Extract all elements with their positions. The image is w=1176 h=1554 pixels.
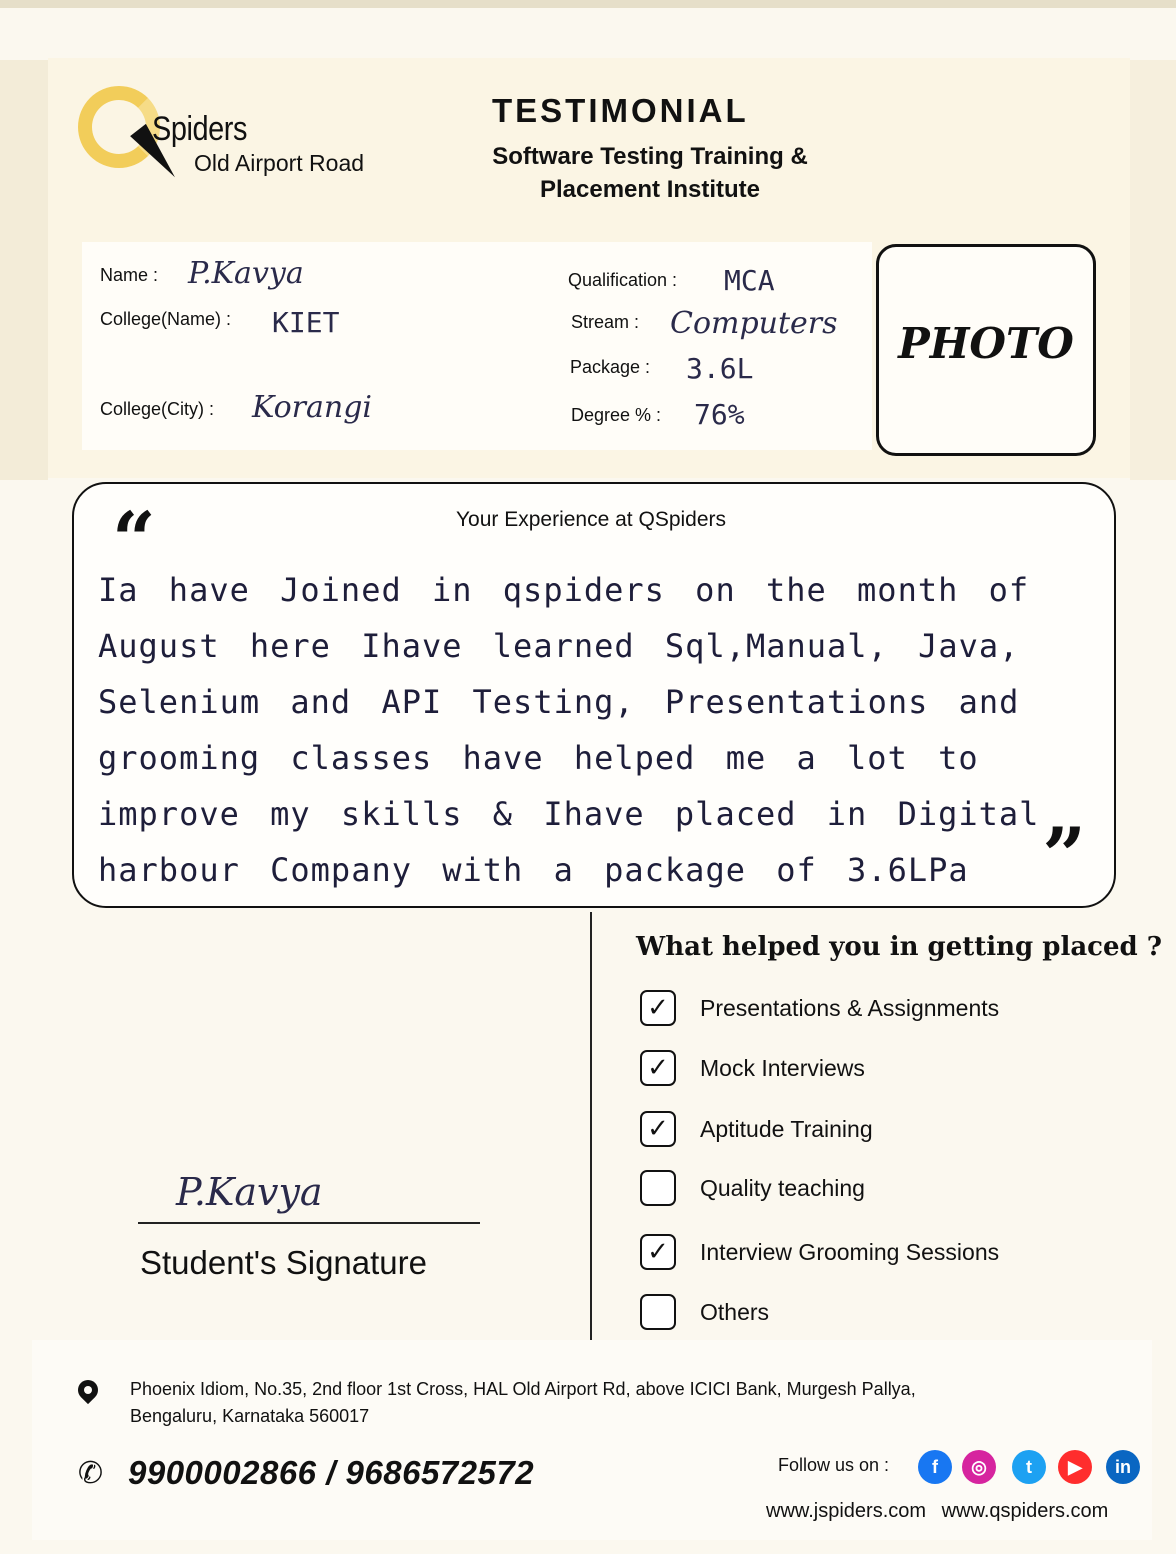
stream-value: Computers bbox=[670, 306, 838, 341]
photo-box bbox=[876, 244, 1096, 456]
phone-numbers[interactable]: 9900002866 / 9686572572 bbox=[128, 1454, 535, 1491]
instagram-icon[interactable]: ◎ bbox=[962, 1450, 996, 1484]
name-label: Name : bbox=[100, 265, 159, 285]
left-band bbox=[0, 60, 48, 480]
open-quote-icon: “ bbox=[112, 495, 156, 584]
college-value: KIET bbox=[272, 306, 340, 339]
signature-name: P.Kavya bbox=[176, 1170, 323, 1214]
vertical-divider bbox=[590, 912, 592, 1340]
help-question: What helped you in getting placed ? bbox=[636, 932, 1163, 962]
brand-name: Spiders bbox=[152, 110, 248, 148]
follow-label: Follow us on : bbox=[778, 1455, 890, 1475]
option-others[interactable] bbox=[640, 1292, 769, 1332]
close-quote-icon: ” bbox=[1042, 811, 1086, 900]
option-quality-teaching[interactable] bbox=[640, 1168, 865, 1208]
option-aptitude-training[interactable] bbox=[640, 1109, 873, 1149]
package-label: Package : bbox=[570, 357, 651, 377]
experience-title: Your Experience at QSpiders bbox=[455, 508, 727, 531]
address-line-2: Bengaluru, Karnataka 560017 bbox=[130, 1406, 370, 1426]
package-value: 3.6L bbox=[686, 352, 754, 385]
youtube-icon[interactable]: ▶ bbox=[1058, 1450, 1092, 1484]
stream-label: Stream : bbox=[571, 312, 640, 332]
branch-name: Old Airport Road bbox=[194, 150, 365, 176]
option-label: Mock Interviews bbox=[700, 1054, 865, 1081]
subtitle-line-1: Software Testing Training & bbox=[492, 143, 808, 170]
qualification-label: Qualification : bbox=[568, 270, 678, 290]
checkbox-checked-icon[interactable]: ✓ bbox=[640, 990, 676, 1026]
checkbox-unchecked-icon[interactable] bbox=[640, 1170, 676, 1206]
subtitle-line-2: Placement Institute bbox=[539, 176, 761, 203]
signature-label: Student's Signature bbox=[140, 1244, 427, 1281]
option-label: Presentations & Assignments bbox=[700, 994, 1000, 1021]
website-links[interactable]: www.jspiders.com www.qspiders.com bbox=[766, 1500, 1109, 1522]
degree-value: 76% bbox=[694, 398, 745, 431]
twitter-icon[interactable]: t bbox=[1012, 1450, 1046, 1484]
page-subtitle bbox=[440, 140, 860, 206]
right-band bbox=[1130, 60, 1176, 480]
linkedin-icon[interactable]: in bbox=[1106, 1450, 1140, 1484]
college-label: College(Name) : bbox=[100, 309, 232, 329]
page-title: TESTIMONIAL bbox=[492, 92, 749, 129]
checkbox-checked-icon[interactable]: ✓ bbox=[640, 1111, 676, 1147]
option-label: Others bbox=[700, 1298, 770, 1325]
signature-line bbox=[138, 1222, 480, 1224]
experience-box bbox=[72, 482, 1116, 908]
option-label: Interview Grooming Sessions bbox=[700, 1238, 1000, 1265]
city-label: College(City) : bbox=[100, 399, 215, 419]
phone-icon: ✆ bbox=[78, 1456, 104, 1491]
checkbox-unchecked-icon[interactable] bbox=[640, 1294, 676, 1330]
option-label: Aptitude Training bbox=[700, 1115, 873, 1142]
address-line-1: Phoenix Idiom, No.35, 2nd floor 1st Cross, HAL Old Airport Rd, above ICICI Bank, Murgesh Pallya, bbox=[130, 1379, 916, 1399]
degree-label: Degree % : bbox=[571, 405, 662, 425]
checkbox-checked-icon[interactable]: ✓ bbox=[640, 1234, 676, 1270]
option-interview-grooming[interactable] bbox=[640, 1232, 999, 1272]
address bbox=[130, 1376, 1050, 1430]
name-value: P.Kavya bbox=[188, 256, 304, 291]
photo-label: PHOTO bbox=[898, 319, 1074, 368]
checkbox-checked-icon[interactable]: ✓ bbox=[640, 1050, 676, 1086]
experience-text: Ia have Joined in qspiders on the month of August here Ihave learned Sql,Manual, Java, Selenium and API Testing, Presentations and grooming classes have helped me a lot to improve my skills & Ihave placed in Digital harbour Company with a package of 3.6LPa bbox=[98, 571, 1040, 889]
option-mock-interviews[interactable] bbox=[640, 1048, 865, 1088]
top-strip bbox=[0, 0, 1176, 8]
option-label: Quality teaching bbox=[700, 1174, 865, 1201]
option-presentations[interactable] bbox=[640, 988, 999, 1028]
facebook-icon[interactable]: f bbox=[918, 1450, 952, 1484]
city-value: Korangi bbox=[252, 390, 373, 425]
qualification-value: MCA bbox=[724, 264, 775, 297]
